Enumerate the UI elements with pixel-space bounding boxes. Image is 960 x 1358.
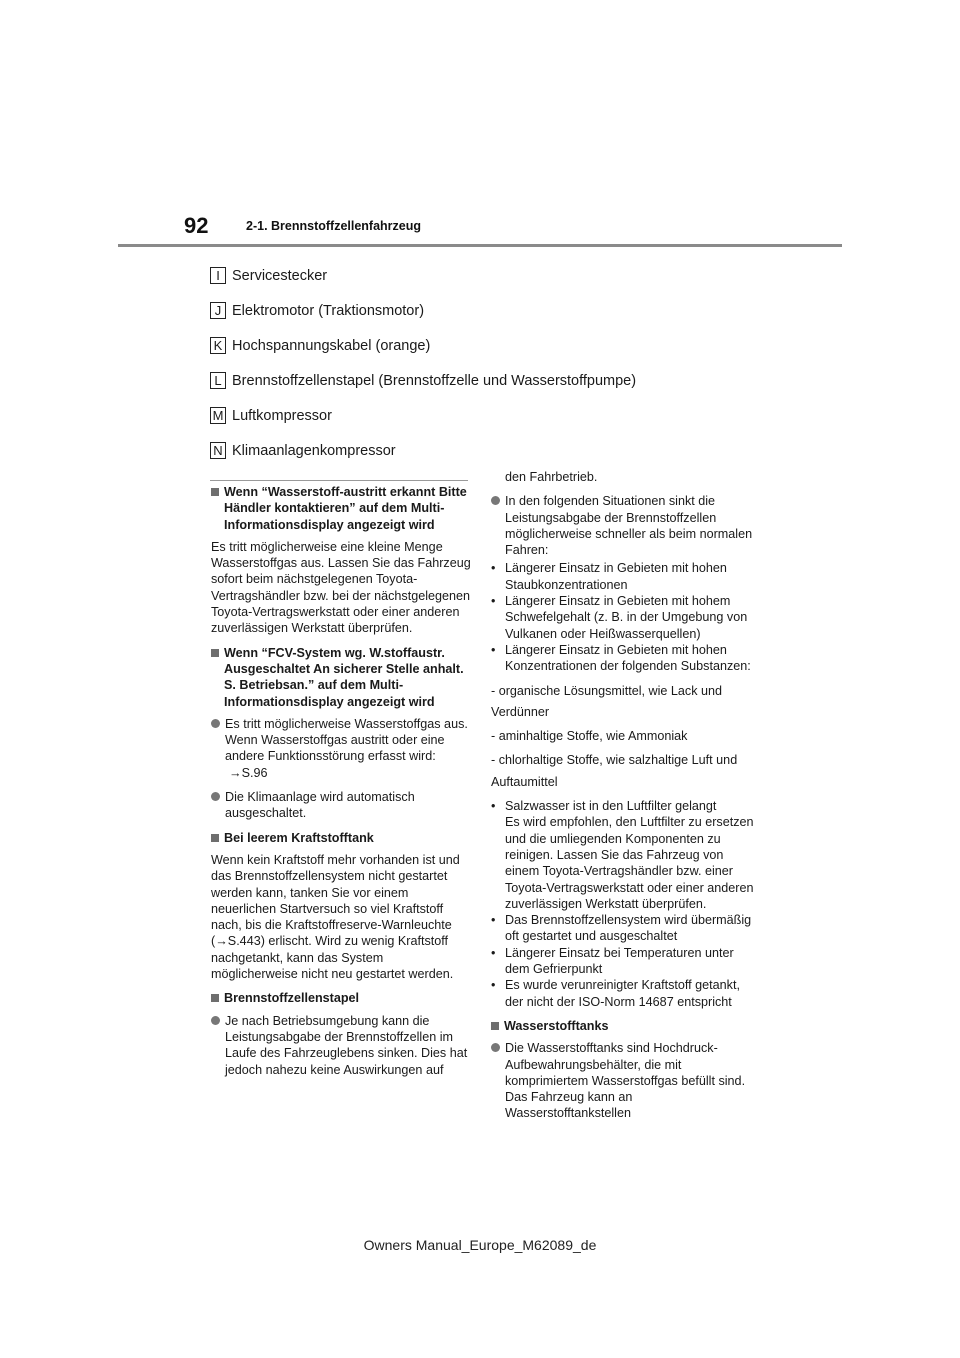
sub-item-text: Das Brennstoffzellensystem wird übermäßig oft gestartet und ausgeschaltet <box>505 913 752 944</box>
left-column <box>211 484 473 1086</box>
heading-text: Wenn “Wasserstoff-austritt erkannt Bitte Händler kontaktieren” auf dem Multi-Informationsdisplay angezeigt wird <box>224 485 467 532</box>
sub-bullet-marker: • <box>491 913 496 928</box>
bullet-text <box>225 716 473 781</box>
sub-item <box>491 912 757 945</box>
paragraph: Wenn kein Kraftstoff mehr vorhanden ist und das Brennstoffzellensystem nicht gestartet werden kann, tanken Sie vor einem neuerlichen Startversuch so viel Kraftstoff nach, bis die Kraftstoffreserve-Warnleuchte (→S.443) erlischt. Wird zu wenig Kraftstoff nachgetankt, kann das System möglicherweise nicht neu gestartet werden. <box>211 852 460 982</box>
page-reference-link[interactable]: →S.96 <box>229 765 268 780</box>
legend-label: Klimaanlagenkompressor <box>232 442 396 459</box>
section-heading <box>211 484 473 533</box>
sub-item-text: Längerer Einsatz in Gebieten mit hohem Schwefelgehalt (z. B. in der Umgebung von Vulkanen oder Heißwasserquellen) <box>505 594 748 641</box>
legend-key: M <box>210 407 226 424</box>
legend-item <box>210 363 636 398</box>
bullet-text: Die Wasserstofftanks sind Hochdruck-Aufbewahrungsbehälter, die mit komprimiertem Wasserstoffgas befüllt sind. Das Fahrzeug kann an Wasserstofftankstellen <box>505 1041 746 1121</box>
sub-item <box>491 798 757 912</box>
substance-line: - chlorhaltige Stoffe, wie salzhaltige Luft und <box>491 753 738 768</box>
substance-line: Verdünner <box>491 704 550 719</box>
paragraph: Es tritt möglicherweise eine kleine Menge Wasserstoffgas aus. Lassen Sie das Fahrzeug sofort beim nächstgelegenen Toyota-Vertragshändler bzw. bei der nächstgelegenen Toyota-Vertragswerkstatt oder einer anderen zuverlässigen Werkstatt überprüfen. <box>211 539 471 636</box>
square-bullet-icon <box>211 834 219 842</box>
sub-item-text: Längerer Einsatz bei Temperaturen unter dem Gefrierpunkt <box>505 945 734 977</box>
sub-bullet-marker: • <box>491 945 496 960</box>
sub-bullet-marker: • <box>491 978 496 993</box>
sub-item <box>491 977 757 1010</box>
heading-text: Wasserstofftanks <box>504 1018 609 1033</box>
legend-key: K <box>210 337 226 354</box>
legend-key: N <box>210 442 226 459</box>
heading-text: Brennstoffzellenstapel <box>224 991 360 1006</box>
substance-line: Auftaumittel <box>491 774 558 789</box>
sub-item-text: Salzwasser ist in den Luftfilter gelangt Es wird empfohlen, den Luftfilter zu ersetzen und die umliegenden Komponenten zu reinigen. Lassen Sie das Fahrzeug von einem Toyota-Vertragshändler bzw. einer Toyota-Vertragswerkstatt oder einer anderen zuverlässigen Werkstatt überprüfen. <box>505 799 754 911</box>
legend-item <box>210 293 636 328</box>
sub-item <box>491 560 757 593</box>
heading-text: Wenn “FCV-System wg. W.stoffaustr. Ausgeschaltet An sicherer Stelle anhalt. S. Betriebsan.” auf dem Multi-Informationsdisplay angezeigt wird <box>224 645 464 709</box>
circle-bullet-icon <box>491 1043 500 1052</box>
sub-item-text: Längerer Einsatz in Gebieten mit hohen Staubkonzentrationen <box>505 561 727 592</box>
continued-text: den Fahrbetrieb. <box>505 470 598 484</box>
legend-item <box>210 398 636 433</box>
page-number: 92 <box>184 213 209 238</box>
component-legend <box>210 258 636 468</box>
sub-bullet-marker: • <box>491 594 496 609</box>
column-divider <box>210 480 468 481</box>
sub-item <box>491 642 757 675</box>
legend-key: L <box>210 372 226 389</box>
sub-item <box>491 945 757 978</box>
legend-label: Hochspannungskabel (orange) <box>232 337 431 354</box>
square-bullet-icon <box>211 649 219 657</box>
sub-bullet-marker: • <box>491 561 496 576</box>
sub-bullet-marker: • <box>491 799 496 814</box>
bullet-item <box>211 789 473 822</box>
square-bullet-icon <box>491 1022 499 1030</box>
section-heading <box>491 1018 757 1034</box>
sub-bullet-marker: • <box>491 642 496 657</box>
legend-label: Luftkompressor <box>232 407 332 424</box>
bullet-text: Die Klimaanlage wird automatisch ausgeschaltet. <box>225 790 415 821</box>
substance-line: - organische Lösungsmittel, wie Lack und <box>491 683 723 698</box>
legend-key: I <box>210 267 226 284</box>
legend-item <box>210 258 636 293</box>
square-bullet-icon <box>211 994 219 1002</box>
bullet-item <box>491 493 757 558</box>
legend-label: Servicestecker <box>232 267 328 284</box>
section-title: 2-1. Brennstoffzellenfahrzeug <box>246 219 422 233</box>
heading-text: Bei leerem Kraftstofftank <box>224 830 374 845</box>
sub-item-text: Es wurde verunreinigter Kraftstoff getankt, der nicht der ISO-Norm 14687 entspricht <box>505 978 740 1009</box>
circle-bullet-icon <box>211 719 220 728</box>
legend-label: Brennstoffzellenstapel (Brennstoffzelle und Wasserstoffpumpe) <box>232 372 637 389</box>
sub-item-text: Längerer Einsatz in Gebieten mit hohen Konzentrationen der folgenden Substanzen: <box>505 642 751 674</box>
footer-text: Owners Manual_Europe_M62089_de <box>363 1237 597 1253</box>
section-heading <box>211 990 473 1006</box>
section-heading <box>211 830 473 846</box>
section-heading <box>211 645 473 710</box>
square-bullet-icon <box>211 488 219 496</box>
legend-item <box>210 433 636 468</box>
circle-bullet-icon <box>211 1016 220 1025</box>
legend-item <box>210 328 636 363</box>
bullet-text: Je nach Betriebsumgebung kann die Leistungsabgabe der Brennstoffzellen im Laufe des Fahrzeuglebens sinken. Dies hat jedoch nahezu keine Auswirkungen auf <box>225 1013 468 1077</box>
legend-key: J <box>210 302 226 319</box>
bullet-item <box>211 716 473 781</box>
bullet-item <box>491 1040 757 1121</box>
right-column <box>491 469 757 1130</box>
substance-line: - aminhaltige Stoffe, wie Ammoniak <box>491 729 688 744</box>
header-divider <box>118 244 842 247</box>
bullet-body: Es tritt möglicherweise Wasserstoffgas aus. Wenn Wasserstoffgas austritt oder eine andere Funktionsstörung erfasst wird: <box>225 716 468 764</box>
circle-bullet-icon <box>211 792 220 801</box>
bullet-item <box>211 1013 473 1078</box>
bullet-text: In den folgenden Situationen sinkt die Leistungsabgabe der Brennstoffzellen möglicherweise schneller als beim normalen Fahren: <box>505 494 753 558</box>
legend-label: Elektromotor (Traktionsmotor) <box>232 302 425 319</box>
sub-item <box>491 593 757 642</box>
circle-bullet-icon <box>491 496 500 505</box>
